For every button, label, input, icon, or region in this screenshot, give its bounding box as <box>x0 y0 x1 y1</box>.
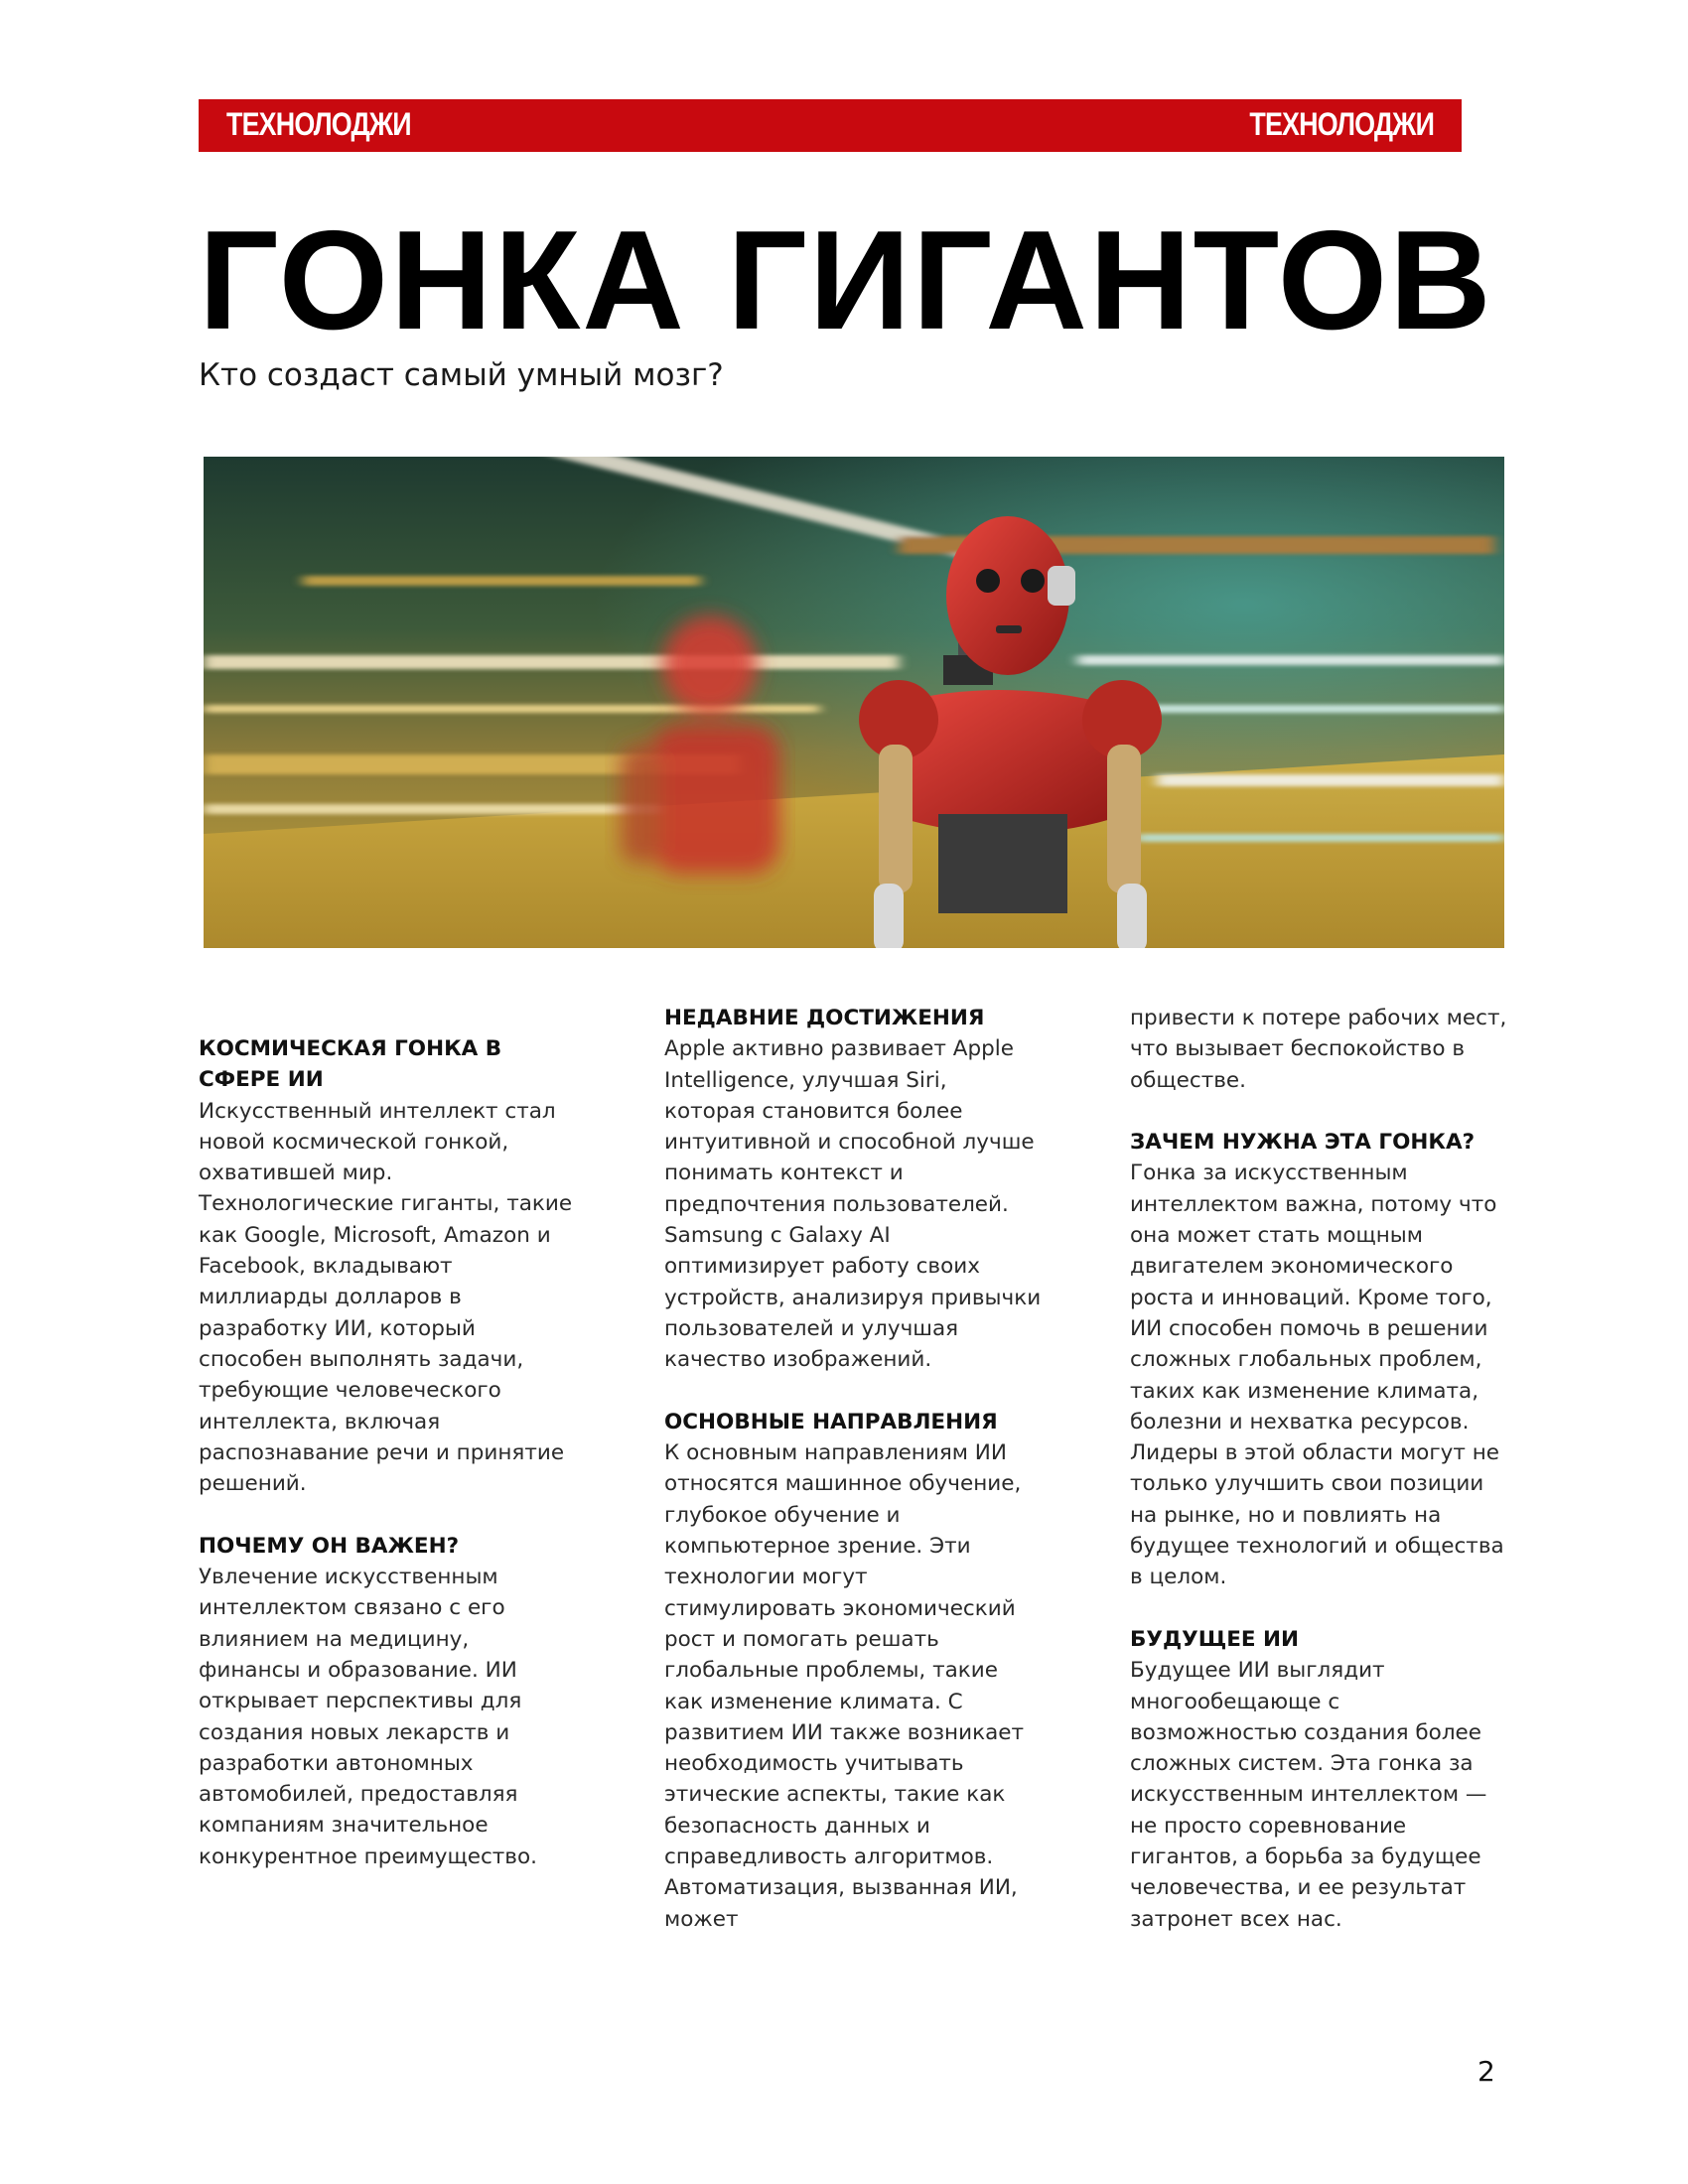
continued-text: привести к потере рабочих мест, что вызывает беспокойство в обществе. <box>1130 1006 1507 1093</box>
headline: ГОНКА ГИГАНТОВ <box>199 202 1493 359</box>
section-heading: ПОЧЕМУ ОН ВАЖЕН? <box>199 1533 460 1559</box>
section-body: Apple активно развивает Apple Intelligence, улучшая Siri, которая становится более интуитивной и способной лучше понимать контекст и предпочтения пользователей. Samsung с Galaxy AI оптимизирует работу своих устройств, анализируя привычки пользователей и улучшая качество изображений. <box>664 1036 1042 1373</box>
page-number: 2 <box>1477 2055 1495 2088</box>
robots-motion-blur-illustration <box>204 457 1504 948</box>
hero-image <box>204 457 1504 948</box>
section-label-left: ТЕХНОЛОДЖИ <box>226 106 411 142</box>
article-column-3 <box>1130 1003 1507 1966</box>
subheadline: Кто создаст самый умный мозг? <box>199 357 724 393</box>
section-heading: КОСМИЧЕСКАЯ ГОНКА В СФЕРЕ ИИ <box>199 1036 502 1093</box>
article-column-2 <box>664 1003 1042 1966</box>
section-body: Будущее ИИ выглядит многообещающе с возможностью создания более сложных систем. Эта гонка за искусственным интеллектом — не просто соревнование гигантов, а борьба за будущее человечества, и ее результат затронет всех нас. <box>1130 1658 1487 1932</box>
section-label-right: ТЕХНОЛОДЖИ <box>1249 106 1434 142</box>
article-column-1 <box>199 1033 576 1903</box>
section-band <box>199 99 1462 152</box>
section-body: Увлечение искусственным интеллектом связано с его влиянием на медицину, финансы и образование. ИИ открывает перспективы для создания новых лекарств и разработки автономных автомобилей, предоставляя компаниям значительное конкурентное преимущество. <box>199 1565 537 1869</box>
section-body: Искусственный интеллект стал новой космической гонкой, охватившей мир. Технологические гиганты, такие как Google, Microsoft, Amazon и Facebook, вкладывают миллиарды долларов в разработку ИИ, который способен выполнять задачи, требующие человеческого интеллекта, включая распознавание речи и принятие решений. <box>199 1098 573 1497</box>
section-heading: НЕДАВНИЕ ДОСТИЖЕНИЯ <box>664 1006 985 1030</box>
section-heading: БУДУЩЕЕ ИИ <box>1130 1626 1300 1652</box>
section-heading: ОСНОВНЫЕ НАПРАВЛЕНИЯ <box>664 1409 998 1434</box>
section-heading: ЗАЧЕМ НУЖНА ЭТА ГОНКА? <box>1130 1130 1476 1156</box>
section-body: Гонка за искусственным интеллектом важна, потому что она может стать мощным двигателем экономического роста и инноваций. Кроме того, ИИ способен помочь в решении сложных глобальных проблем, таких как изменение климата, болезни и нехватка ресурсов. Лидеры в этой области могут не только улучшить свои позиции на рынке, но и повлиять на будущее технологий и общества в целом. <box>1130 1160 1504 1590</box>
section-body: К основным направлениям ИИ относятся машинное обучение, глубокое обучение и компьютерное зрение. Эти технологии могут стимулировать экономический рост и помогать решать глобальные проблемы, такие как изменение климата. С развитием ИИ также возникает необходимость учитывать этические аспекты, такие как безопасность данных и справедливость алгоритмов. Автоматизация, вызванная ИИ, может <box>664 1440 1024 1932</box>
